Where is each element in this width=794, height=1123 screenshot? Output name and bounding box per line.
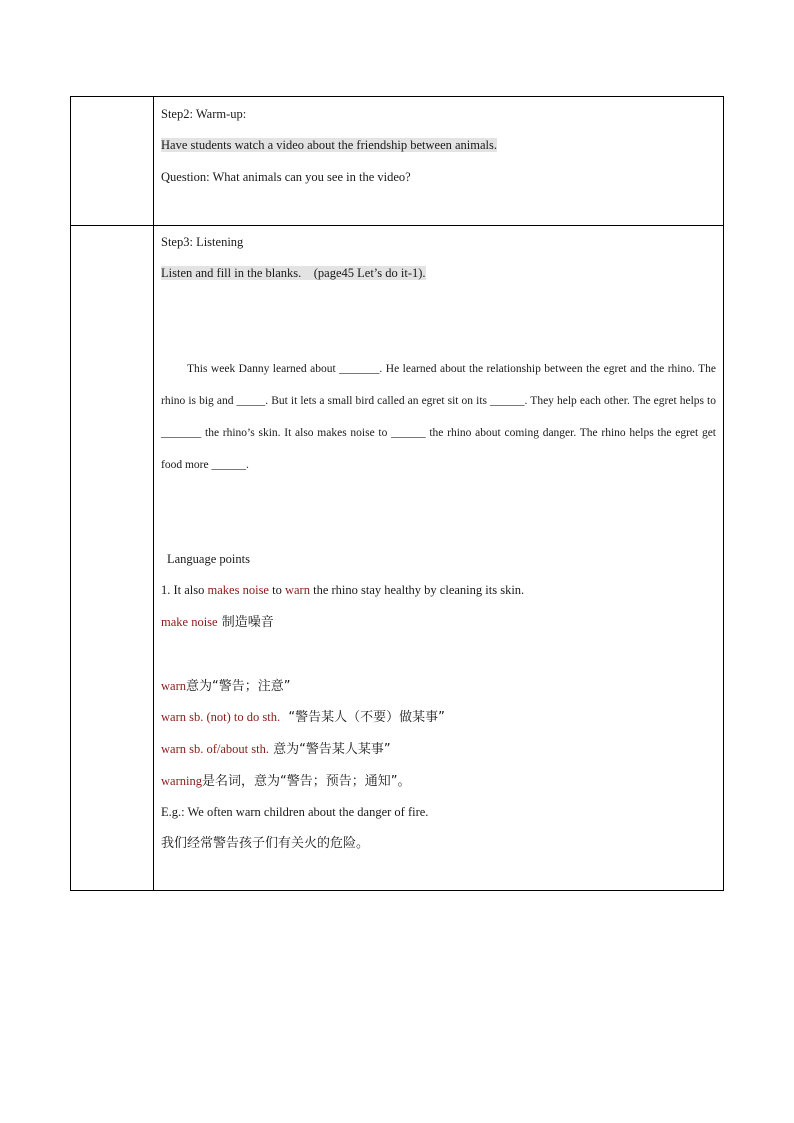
step2-activity-line (161, 137, 497, 153)
step2-question: Question: What animals can you see in the video? (161, 170, 411, 184)
sentence-suffix: the rhino stay healthy by cleaning its skin. (309, 583, 525, 597)
gloss: “警告某人（不要）做某事” (280, 710, 445, 725)
term: warn sb. of/about sth. (161, 742, 269, 756)
lesson-plan-table (70, 96, 724, 891)
gloss: 是名词，意为“警告；预告；通知”。 (201, 774, 411, 789)
point-warn (161, 678, 290, 695)
example-chinese: 我们经常警告孩子们有关火的危险。 (161, 836, 370, 851)
step2-content-cell (154, 97, 724, 226)
step3-title: Step3: Listening (161, 235, 244, 249)
gloss: 制造噪音 (217, 615, 274, 630)
step3-instruction: Listen and fill in the blanks. (page45 Let’s do it-1). (161, 266, 426, 280)
step2-activity: Have students watch a video about the friendship between animals. (161, 138, 498, 152)
term: warning (161, 774, 202, 788)
step3-row (71, 226, 724, 891)
point-warning (161, 773, 410, 790)
language-points-heading: Language points (167, 552, 250, 566)
listening-passage: This week Danny learned about _______. He learned about the relationship between the egret and the rhino. The rhino is big and _____. But it lets a small bird called an egret sit on its ______. They help each other. The egret helps to _______ the rhino’s skin. It also makes noise to ______ the rhino about coming danger. The rhino helps the egret get food more ______. (161, 363, 716, 471)
step2-row (71, 97, 724, 226)
point-make-noise (161, 614, 274, 631)
sentence-phrase-warn: warn (284, 583, 310, 597)
point-warn-to-do (161, 709, 445, 726)
point-warn-of-about (161, 741, 391, 758)
step3-left-cell (71, 226, 154, 891)
gloss: 意为“警告；注意” (186, 679, 291, 694)
step2-title: Step2: Warm-up: (161, 107, 247, 121)
sentence-middle: to (268, 583, 285, 597)
gloss: 意为“警告某人某事” (268, 742, 391, 757)
step3-instruction-line (161, 265, 426, 281)
step2-left-cell (71, 97, 154, 226)
sentence-phrase-make-noise: makes noise (207, 583, 269, 597)
term: make noise (161, 615, 218, 629)
example-sentence-1 (161, 582, 524, 598)
sentence-prefix: 1. It also (161, 583, 208, 597)
term: warn (161, 679, 186, 693)
example-english: E.g.: We often warn children about the danger of fire. (161, 805, 429, 819)
term: warn sb. (not) to do sth. (161, 710, 281, 724)
step3-content-cell (154, 226, 724, 891)
